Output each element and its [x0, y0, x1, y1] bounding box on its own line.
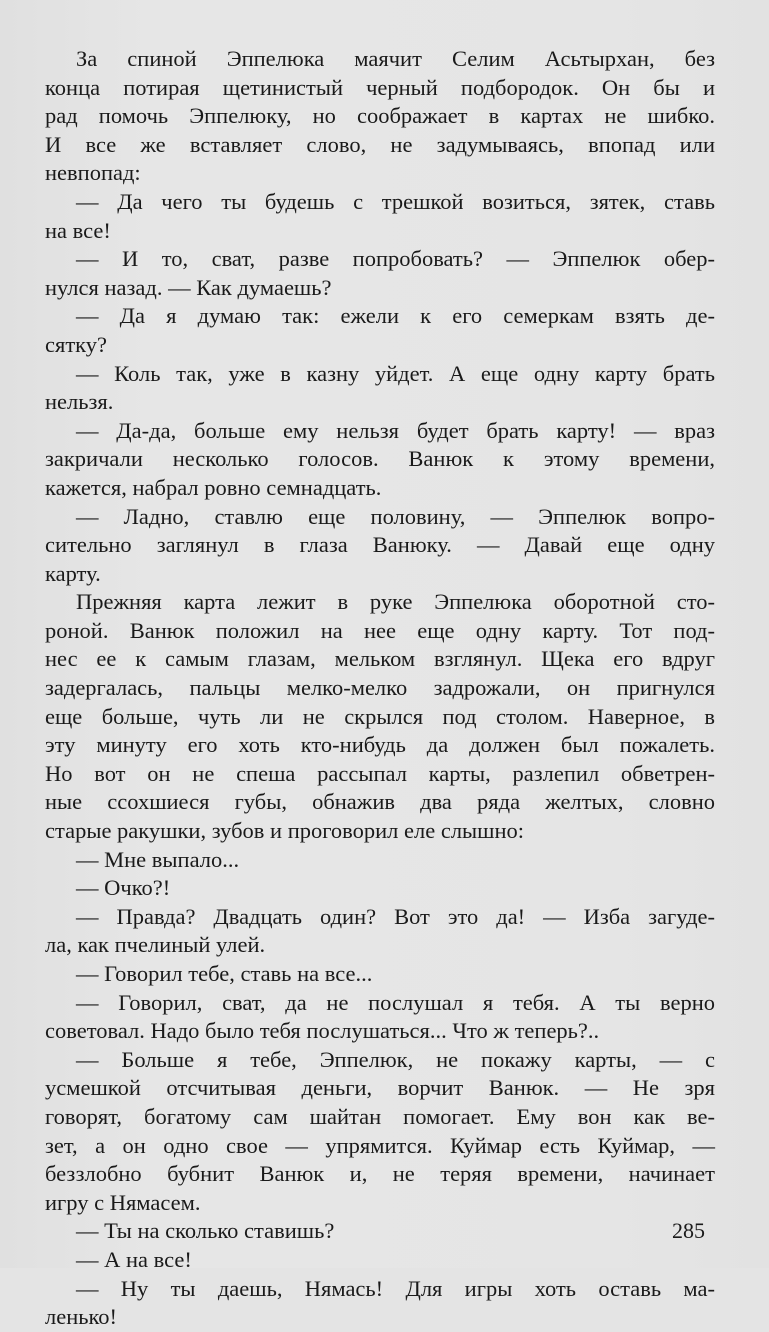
text-line: кажется, набрал ровно семнадцать.: [45, 474, 382, 500]
paragraph: [45, 188, 715, 245]
text-line: — Ты на сколько ставишь?: [76, 1218, 335, 1244]
paragraph: [45, 302, 715, 359]
text-line: — Да чего ты будешь с трешкой возиться, зятек, ставь: [76, 188, 715, 214]
paragraph: [45, 360, 715, 417]
text-line: И все же вставляет слово, не задумываясь, впопад или: [45, 131, 715, 157]
page-number: 285: [672, 1218, 705, 1243]
text-line: рад помочь Эппелюку, но соображает в картах не шибко.: [45, 103, 715, 129]
text-line: — Ну ты даешь, Нямась! Для игры хоть оставь ма-: [76, 1275, 715, 1301]
text-line: — Очко?!: [76, 875, 171, 901]
text-line: советовал. Надо было тебя послушаться... Что ж теперь?..: [45, 1018, 600, 1044]
text-line: карту.: [45, 560, 101, 586]
text-line: — И то, сват, разве попробовать? — Эппелюк обер-: [76, 246, 715, 272]
text-line: задергалась, пальцы мелко-мелко задрожали, он пригнулся: [45, 675, 715, 701]
text-line: — Да я думаю так: ежели к его семеркам взять де-: [76, 303, 715, 329]
text-line: — Правда? Двадцать один? Вот это да! — Изба загуде-: [76, 903, 715, 929]
text-line: говорят, богатому сам шайтан помогает. Ему вон как ве-: [45, 1103, 715, 1129]
text-line: старые ракушки, зубов и проговорил еле слышно:: [45, 818, 525, 844]
text-line: закричали несколько голосов. Ванюк к этому времени,: [45, 446, 715, 472]
paragraph: [45, 989, 715, 1046]
text-line: роной. Ванюк положил на нее еще одну карту. Тот под-: [45, 617, 715, 643]
text-line: — Коль так, уже в казну уйдет. А еще одну карту брать: [76, 360, 715, 386]
paragraph: [45, 960, 715, 989]
text-line: невпопад:: [45, 160, 141, 186]
text-line: Прежняя карта лежит в руке Эппелюка оборотной сто-: [76, 589, 715, 615]
paragraph: [45, 588, 715, 845]
text-line: зет, а он одно свое — упрямится. Куймар есть Куймар, —: [45, 1132, 715, 1158]
paragraph: [45, 45, 715, 188]
page-body-text: [45, 45, 715, 1332]
text-line: конца потирая щетинистый черный подбородок. Он бы и: [45, 74, 715, 100]
text-line: ные ссохшиеся губы, обнажив два ряда желтых, словно: [45, 789, 715, 815]
text-line: За спиной Эппелюка маячит Селим Асьтырхан, без: [76, 46, 715, 71]
text-line: ленько!: [45, 1304, 118, 1330]
text-line: сительно заглянул в глаза Ванюку. — Давай еще одну: [45, 532, 715, 558]
paragraph: [45, 874, 715, 903]
text-line: — Да-да, больше ему нельзя будет брать карту! — враз: [76, 417, 715, 443]
paragraph: [45, 846, 715, 875]
text-line: нулся назад. — Как думаешь?: [45, 274, 332, 300]
text-line: усмешкой отсчитывая деньги, ворчит Ванюк. — Не зря: [45, 1075, 715, 1101]
paragraph: [45, 1275, 715, 1332]
paragraph: [45, 903, 715, 960]
text-line: — Мне выпало...: [76, 846, 240, 872]
paragraph: [45, 1046, 715, 1218]
paragraph: [45, 1217, 715, 1246]
text-line: — Больше я тебе, Эппелюк, не покажу карты, — с: [76, 1046, 715, 1072]
text-line: на все!: [45, 217, 111, 243]
paragraph: [45, 1246, 715, 1275]
text-line: нельзя.: [45, 389, 114, 415]
paragraph: [45, 503, 715, 589]
text-line: еще больше, чуть ли не скрылся под столом. Наверное, в: [45, 703, 715, 729]
text-line: сятку?: [45, 331, 108, 357]
text-line: ла, как пчелиный улей.: [45, 932, 266, 958]
text-line: — А на все!: [76, 1246, 192, 1272]
text-line: Но вот он не спеша рассыпал карты, разлепил обветрен-: [45, 760, 715, 786]
text-line: беззлобно бубнит Ванюк и, не теряя времени, начинает: [45, 1161, 715, 1187]
text-line: — Говорил, сват, да не послушал я тебя. А ты верно: [76, 989, 715, 1015]
paragraph: [45, 245, 715, 302]
text-line: эту минуту его хоть кто-нибудь да должен был пожалеть.: [45, 732, 715, 758]
text-line: нес ее к самым глазам, мельком взглянул. Щека его вдруг: [45, 646, 715, 672]
text-line: — Говорил тебе, ставь на все...: [76, 961, 373, 986]
text-line: игру с Нямасем.: [45, 1189, 201, 1215]
paragraph: [45, 417, 715, 503]
text-line: — Ладно, ставлю еще половину, — Эппелюк вопро-: [76, 503, 715, 529]
